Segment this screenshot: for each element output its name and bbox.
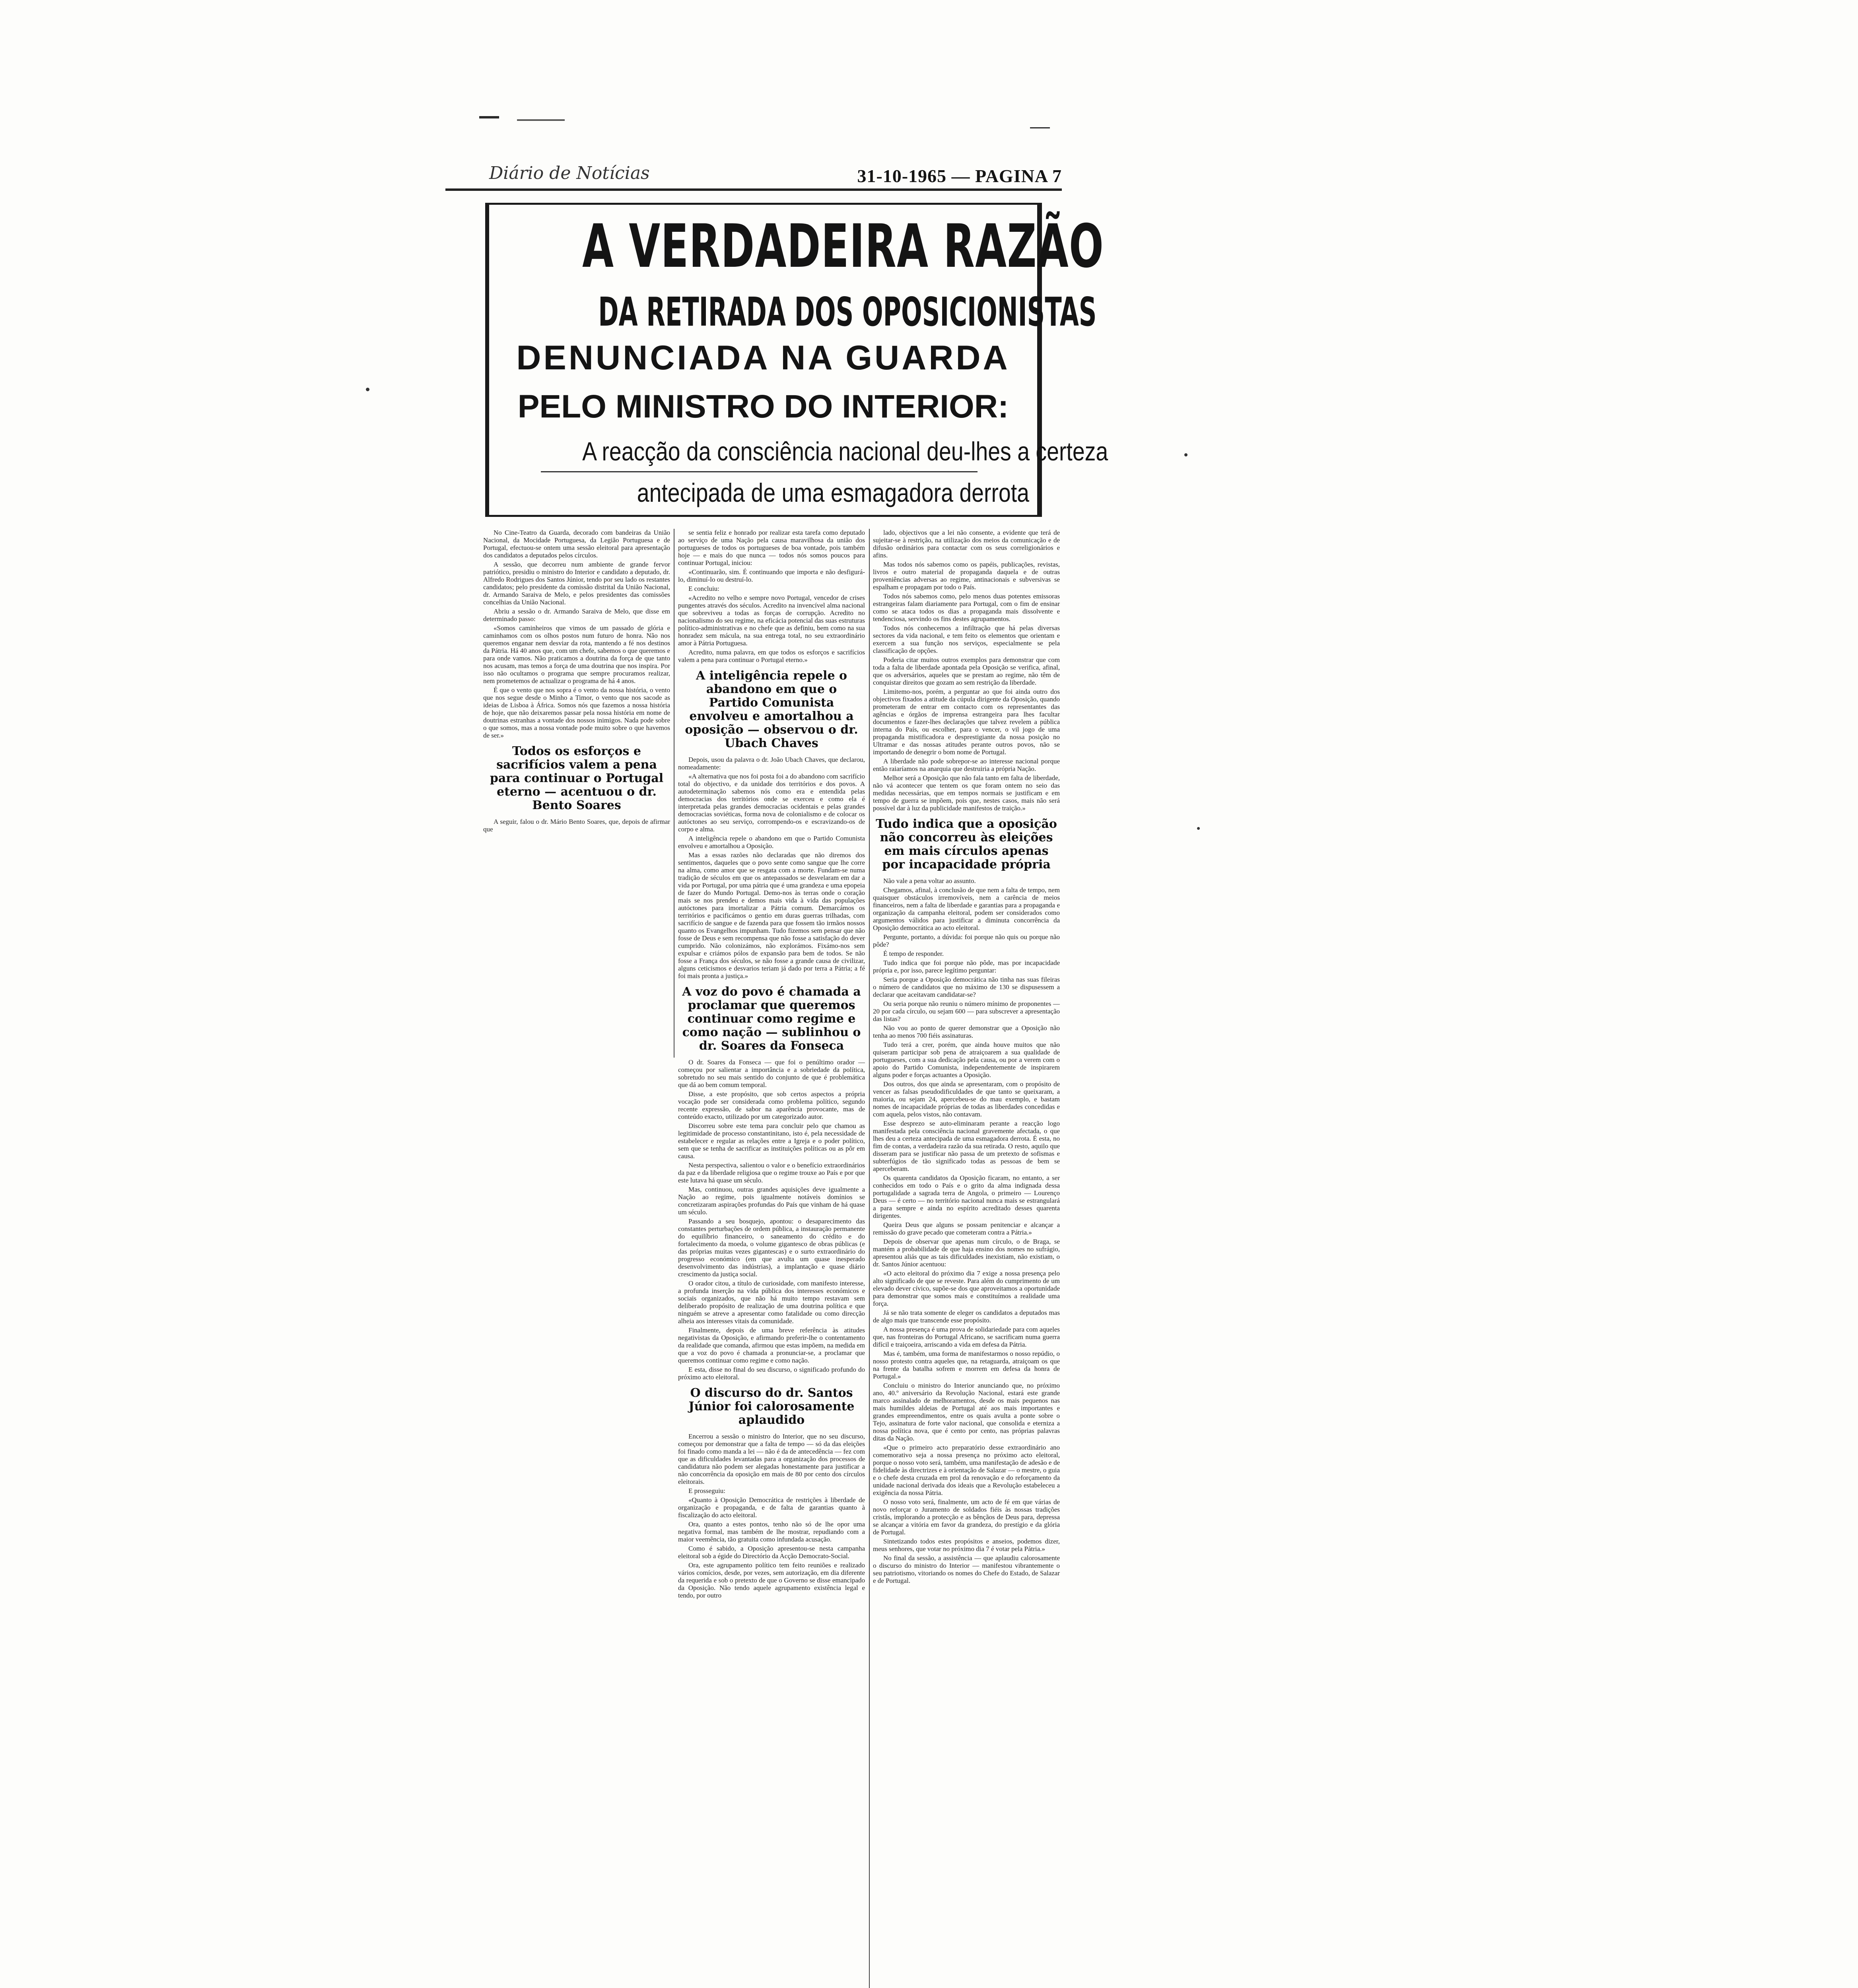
subheadline-line-1: A reacção da consciência nacional deu-lhes a certeza — [582, 437, 1108, 466]
paragraph: Os quarenta candidatos da Oposição ficaram, no entanto, a ser conhecidos em todo o País e o grito da alma indignada dessa portugalidade a sagrada terra de Angola, o primeiro — Lourenço Deus — é certo — no território nacional nunca mais se estrangulará a para sempre e ainda no espírito acreditado desses quarenta dirigentes. — [873, 1174, 1060, 1219]
paragraph: Abriu a sessão o dr. Armando Saraiva de Melo, que disse em determinado passo: — [483, 608, 670, 623]
paragraph: Limitemo-nos, porém, a perguntar ao que foi ainda outro dos objectivos fixados a atitude da cúpula dirigente da Oposição, quando prometeram de entrar em contacto com os representantes das agências e órgãos de imprensa estrangeira para lhes facultar documentos e fazer-lhes declarações que talvez revelem a pública interna do País, ou escolher, para o vencer, o vil jogo de uma propaganda mistificadora e desprestigiante da nossa posição no Ultramar e das nossas atitudes perante outros povos, não se importando de denegrir o bom nome de Portugal. — [873, 688, 1060, 756]
subheading: A voz do povo é chamada a proclamar que queremos continuar como regime e como nação — sublinhou o dr. Soares da Fonseca — [682, 985, 861, 1053]
paragraph: Ou seria porque não reuniu o número mínimo de proponentes — 20 por cada círculo, ou sejam 600 — para subscrever a apresentação das listas? — [873, 1000, 1060, 1023]
paragraph: Não vale a pena voltar ao assunto. — [883, 877, 976, 885]
paragraph: Depois, usou da palavra o dr. João Ubach Chaves, que declarou, nomeadamente: — [678, 756, 865, 771]
scan-mark — [479, 116, 499, 118]
scan-dot — [1184, 453, 1187, 456]
paragraph: Depois de observar que apenas num círculo, o de Braga, se mantém a probabilidade de que haja ensino dos nomes no sufrágio, apresentou aliás que as tais dificuldades inexistiam, não existiam, o dr. Santos Júnior acentuou: — [873, 1238, 1060, 1268]
subheading: O discurso do dr. Santos Júnior foi calorosamente aplaudido — [688, 1386, 855, 1427]
paragraph: O nosso voto será, finalmente, um acto de fé em que várias de novo reforçar o Juramento de soldados fiéis às nossas tradições cristãs, implorando a protecção e as bênçãos de Deus para, depressa se alcançar a vitória em favor da grandeza, do prestígio e da glória de Portugal. — [873, 1498, 1060, 1536]
paragraph: Pergunte, portanto, a dúvida: foi porque não quis ou porque não pôde? — [873, 933, 1060, 948]
paragraph: Mas a essas razões não declaradas que não diremos dos sentimentos, daqueles que o povo sente como sangue que lhe corre na alma, como amor que se resgata com a morte. Fundam-se numa tradição de séculos em que os antepassados se desvelaram em dar a vida por Portugal, por uma pátria que é uma grandeza e uma epopeia de fazer do Mundo Portugal. Demo-nos às terras onde o coração mais se nos prendeu e demos mais vida à vida das populações autóctones para imortalizar a Pátria comum. Demarcámos os territórios e pacificámos o gentio em duras guerras trilhadas, com sacrifício de sangue e de fazenda para que fossem tão irmãos nossos quanto os Evangelhos impunham. Tudo fizemos sem pensar que não fosse de Deus e sem recompensa que não fosse a satisfação do dever cumprido. Não colonizámos, não explorámos. Fixámo-nos sem expulsar e criámos pólos de expansão para bem de todos. Se não fosse a França dos séculos, se não fosse a grande causa de civilizar, alguns ceticismos e desvarios teriam já dado por terra a Pátria; a fé foi mais pronta a justiça.» — [678, 851, 865, 980]
paragraph: lado, objectivos que a lei não consente, a evidente que terá de sujeitar-se à restrição, na utilização dos meios da comunicação e de difusão ordinários para contactar com os seus correligionários e afins. — [873, 529, 1060, 559]
paragraph: E prosseguiu: — [688, 1487, 726, 1495]
paragraph: A liberdade não pode sobrepor-se ao interesse nacional porque então raiaríamos na anarquia que destruiria a própria Nação. — [873, 757, 1060, 773]
paragraph: A seguir, falou o dr. Mário Bento Soares, que, depois de afirmar que — [483, 818, 670, 833]
paragraph: O orador citou, a título de curiosidade, com manifesto interesse, a profunda inserção na vida pública dos interesses económicos e sociais organizados, que não há muito tempo restavam sem deliberado propósito de realização de uma doutrina política e que ninguém se atreve a apresentar como fatalidade ou como direcção alheia aos interesses vitais da comunidade. — [678, 1279, 865, 1325]
paragraph: «Somos caminheiros que vimos de um passado de glória e caminhamos com os olhos postos num futuro de honra. Não nos queremos enganar nem desviar da rota, mantendo a fé nos destinos da Pátria. Há 40 anos que, com um chefe, sabemos o que queremos e para onde vamos. Não praticamos a doutrina da força de que tanto nos acusam, mas temos a força de uma doutrina que nos inspira. Por isso não ocultamos o programa que sempre procuramos realizar, nem prometemos de actualizar o programa de há 4 anos. — [483, 624, 670, 685]
paragraph: Mas é, também, uma forma de manifestarmos o nosso repúdio, o nosso protesto contra aqueles que, na retaguarda, atraiçoam os que na frente da batalha sofrem e morrem em defesa da honra de Portugal.» — [873, 1350, 1060, 1380]
paragraph: Encerrou a sessão o ministro do Interior, que no seu discurso, começou por demonstrar que a falta de tempo — só da das eleições foi finado como manda a lei — não é da de antecedência — fez com que as dificuldades levantadas para a organização dos processos de candidatura não podem ser alegadas honestamente para justificar a não concorrência da oposição em mais de 80 por cento dos círculos eleitorais. — [678, 1433, 865, 1485]
paragraph: No Cine-Teatro da Guarda, decorado com bandeiras da União Nacional, da Mocidade Portuguesa, da Legião Portuguesa e de Portugal, efectuou-se ontem uma sessão eleitoral para apresentação dos candidatos a deputados pelos círculos. — [483, 529, 670, 559]
article-column-3 — [873, 529, 1060, 1988]
paragraph: A inteligência repele o abandono em que o Partido Comunista envolveu e amortalhou a Oposição. — [678, 835, 865, 850]
headline-line-2: DA RETIRADA DOS OPOSICIONISTAS — [598, 289, 1097, 335]
paragraph: No final da sessão, a assistência — que aplaudiu calorosamente o discurso do ministro do Interior — manifestou vibrantemente o seu patriotismo, vitoriando os nomes do Chefe do Estado, de Salazar e de Portugal. — [873, 1554, 1060, 1584]
article-column-2 — [678, 529, 865, 1988]
paragraph: «O acto eleitoral do próximo dia 7 exige a nossa presença pelo alto significado de que se reveste. Para além do cumprimento de um elevado dever cívico, supõe-se dos que aproveitamos a oportunidade para demonstrar que somos mais e constituímos a realidade uma força. — [873, 1270, 1060, 1307]
subheading: A inteligência repele o abandono em que o Partido Comunista envolveu e amortalhou a oposição — observou o dr. Ubach Chaves — [685, 669, 858, 750]
paragraph: Tudo indica que foi porque não pôde, mas por incapacidade própria e, por isso, parece legítimo perguntar: — [873, 959, 1060, 974]
scan-mark — [517, 119, 565, 121]
paragraph: Disse, a este propósito, que sob certos aspectos a própria vocação pode ser considerada como problema político, segundo recente expressão, de sabor na aparência provocante, mas de conteúdo exacto, utilizado por um categorizado autor. — [678, 1090, 865, 1120]
paragraph: Discorreu sobre este tema para concluir pelo que chamou as legitimidade de processo constantinitano, isto é, pela necessidade de estabelecer e regular as relações entre a Igreja e o poder político, sem que se tenha de sacrificar as instituições políticas ou as pôr em causa. — [678, 1122, 865, 1160]
paragraph: Mas todos nós sabemos como os papéis, publicações, revistas, livros e outro material de propaganda daquela e de outras proveniências adversas ao regime, antinacionais e subversivas se espalham e propagam por todo o País. — [873, 561, 1060, 591]
paragraph: Esse desprezo se auto-eliminaram perante a reacção logo manifestada pela consciência nacional gravemente afectada, o que lhes deu a certeza antecipada de uma esmagadora derrota. É esta, no fim de contas, a verdadeira razão da sua retirada. O resto, aquilo que disseram para se justificar não passa de um pretexto de sofismas e subterfúgios de tão significado todas as pessoas de bem se aperceberam. — [873, 1120, 1060, 1173]
column-divider — [869, 529, 870, 1988]
paragraph: «A alternativa que nos foi posta foi a do abandono com sacrifício total do objectivo, e da unidade dos territórios e dos povos. A autodeterminação sabemos nós como era e entendida pelas democracias dos territórios onde se exerceu e como ela é interpretada pelas grandes democracias ocidentais e pelas grandes democracias soviéticas, forma nova de colonialismo e de colocar os autóctones ao seu serviço, corrompendo-os e escravizando-os de corpo e alma. — [678, 773, 865, 833]
paragraph: Concluiu o ministro do Interior anunciando que, no próximo ano, 40.º aniversário da Revolução Nacional, estará este grande marco assinalado de melhoramentos, desde os mais pequenos nas mais humildes aldeias de Portugal até aos mais importantes e grandes empreendimentos, entre os quais avulta a ponte sobre o Tejo, assinatura de forte valor nacional, que consolida e eterniza a nossa política nova, que é cento por cento, nas próprias palavras ditas da Nação. — [873, 1382, 1060, 1442]
headline-box — [485, 203, 1108, 517]
masthead: Diário de Notícias — [489, 163, 650, 183]
paragraph: Todos nós conhecemos a infiltração que há pelas diversas sectores da vida nacional, e tem feito os elementos que orientam e exercem a sua função nos serviços, especialmente se pela classificação de opções. — [873, 624, 1060, 654]
scan-mark — [1030, 127, 1050, 128]
paragraph: Poderia citar muitos outros exemplos para demonstrar que com toda a falta de liberdade apontada pela Oposição se verifica, afinal, que os adversários, aqueles que se prestam ao regime, não têm de conquistar direitos que gozam ao sem restrição da liberdade. — [873, 656, 1060, 686]
page-header — [441, 163, 1062, 191]
subheadline-rule — [541, 471, 978, 472]
paragraph: Não vou ao ponto de querer demonstrar que a Oposição não tenha ao menos 700 fiéis assinaturas. — [873, 1024, 1060, 1039]
paragraph: Queira Deus que alguns se possam penitenciar e alcançar a remissão do grave pecado que cometeram contra a Pátria.» — [873, 1221, 1060, 1236]
paragraph: E esta, disse no final do seu discurso, o significado profundo do próximo acto eleitoral. — [678, 1366, 865, 1381]
paragraph: O dr. Soares da Fonseca — que foi o penúltimo orador — começou por salientar a importância e a sobriedade da política, sobretudo no seu mais sentido do conjunto de que é problemática que dá ao bem comum temporal. — [678, 1058, 865, 1089]
paragraph: Como é sabido, a Oposição apresentou-se nesta campanha eleitoral sob a égide do Directório da Acção Democrato-Social. — [678, 1545, 865, 1560]
paragraph: se sentia feliz e honrado por realizar esta tarefa como deputado ao serviço de uma Nação pela causa maravilhosa da união dos portugueses de todos os portugueses de boa vontade, pois também hoje — e mais do que nunca — todos nós somos poucos para continuar Portugal, iniciou: — [678, 529, 865, 567]
paragraph: Melhor será a Oposição que não fala tanto em falta de liberdade, não vá acontecer que tentem os que foram ontem no seio das medidas necessárias, que em tempos normais se justificam e em tempo de guerra se impõem, pois que, nestes casos, mais não será possível dar à luz da publicidade manifestos de traição.» — [873, 774, 1060, 812]
paragraph: «Que o primeiro acto preparatório desse extraordinário ano comemorativo seja a nossa presença no próximo acto eleitoral, porque o nosso voto será, também, uma manifestação de adesão e de fidelidade às directrizes e à orientação de Salazar — o mestre, o guia e o chefe desta cruzada em prol da renovação e do reforçamento da unidade nacional derivada dos ideais que a Revolução estabeleceu a exigência da nossa Pátria. — [873, 1444, 1060, 1497]
paragraph: E concluiu: — [688, 585, 719, 592]
paragraph: Tudo terá a crer, porém, que ainda houve muitos que não quiseram participar sob pena de atraiçoarem a sua qualidade de portugueses, com a sua dedicação pela causa, ou por a verem com o apoio do Partido Comunista, independentemente de inspirarem alguns poder e forças actuantes a Oposição. — [873, 1041, 1060, 1079]
paragraph: «Quanto à Oposição Democrática de restrições à liberdade de organização e propaganda, e de falta de garantias quanto à fiscalização do acto eleitoral. — [678, 1496, 865, 1519]
paragraph: Sintetizando todos estes propósitos e anseios, podemos dizer, meus senhores, que votar no próximo dia 7 é votar pela Pátria.» — [873, 1538, 1060, 1553]
header-rule — [445, 188, 1062, 191]
paragraph: A nossa presença é uma prova de solidariedade para com aqueles que, nas fronteiras do Portugal Africano, se sacrificam numa guerra difícil e traiçoeira, arriscando a vida em defesa da Pátria. — [873, 1326, 1060, 1348]
paragraph: «Continuarão, sim. É continuando que importa e não desfigurá-lo, diminuí-lo ou destruí-lo. — [678, 568, 865, 583]
paragraph: Dos outros, dos que ainda se apresentaram, com o propósito de vencer as falsas pseudodificuldades de que tanto se queixaram, a maioria, ou sejam 24, apercebeu-se do mau exemplo, e bastam nomes de incapacidade próprias de todas as liberdades concedidas e com aquela, pelos vistos, não contavam. — [873, 1080, 1060, 1118]
paragraph: Mas, continuou, outras grandes aquisições deve igualmente a Nação ao regime, pois igualmente notáveis domínios se concretizaram aspirações profundas do País que vinham de há quase um século. — [678, 1186, 865, 1216]
paragraph: Chegamos, afinal, à conclusão de que nem a falta de tempo, nem quaisquer obstáculos irremovíveis, nem a carência de meios financeiros, nem a falta de liberdade e garantias para a propaganda e organização da campanha eleitoral, podem ser considerados como argumentos válidos para justificar a diminuta concorrência da Oposição democrática ao acto eleitoral. — [873, 886, 1060, 932]
paragraph: Já se não trata somente de eleger os candidatos a deputados mas de algo mais que transcende esse propósito. — [873, 1309, 1060, 1324]
scan-dot — [366, 388, 369, 391]
paragraph: A sessão, que decorreu num ambiente de grande fervor patriótico, presidiu o ministro do Interior e candidato a deputado, dr. Alfredo Rodrigues dos Santos Júnior, tendo por seu lado os restantes candidatos; pelo presidente da comissão distrital da União Nacional, dr. Armando Saraiva de Melo, e pelos presidentes das comissões concelhias da União Nacional. — [483, 561, 670, 606]
paragraph: Nesta perspectiva, salientou o valor e o benefício extraordinários da paz e da liberdade religiosa que o regime trouxe ao País e por que este lutava há quase um século. — [678, 1161, 865, 1184]
subheading: Tudo indica que a oposição não concorreu às eleições em mais círculos apenas por incapacidade própria — [876, 817, 1057, 872]
paragraph: Ora, quanto a estes pontos, tenho não só de lhe opor uma negativa formal, mas também de lhe mostrar, repudiando com a maior veemência, tão gratuita como infundada acusação. — [678, 1520, 865, 1543]
dateline: 31-10-1965 — PAGINA 7 — [857, 166, 1062, 186]
paragraph: Passando a seu bosquejo, apontou: o desaparecimento das constantes perturbações de ordem pública, a instauração permanente do equilíbrio financeiro, o saneamento do crédito e do fortalecimento da moeda, o volume gigantesco de obras públicas (e das próprias muitas vezes gigantescas) e o surto extraordinário do progresso económico (em que avulta um quase inesperado desenvolvimento das indústrias), a implantação e quase diário crescimento da justiça social. — [678, 1217, 865, 1278]
paragraph: Seria porque a Oposição democrática não tinha nas suas fileiras o número de candidatos que no máximo de 130 se dispusessem a declarar que aceitavam candidatar-se? — [873, 976, 1060, 998]
headline-line-1: A VERDADEIRA RAZÃO — [582, 212, 1104, 281]
paragraph: «Acredito no velho e sempre novo Portugal, vencedor de crises pungentes através dos séculos. Acredito na invencível alma nacional que sobreviveu a todas as forças de corrupção. Acredito no nacionalismo do seu regime, na eficácia potencial das suas estruturas político-administrativas e no chefe que as definiu, bem como na sua honradez sem mácula, na sua entrega total, no seu extraordinário amor à Pátria Portuguesa. — [678, 594, 865, 647]
paragraph: É tempo de responder. — [883, 950, 944, 957]
scan-dot — [1197, 827, 1200, 830]
paragraph: É que o vento que nos sopra é o vento da nossa história, o vento que nos segue desde o Minho a Timor, o vento que nos sacode as ideias de Lisboa à África. Somos nós que fazemos a nossa história de hoje, que não deixaremos passar pela nossa história em nome de doutrinas estranhas a vontade dos nossos inimigos. Nada pode sobre o que somos, mas a nossa vontade pode muito sobre o que havemos de ser.» — [483, 686, 670, 739]
paragraph: Todos nós sabemos como, pelo menos duas potentes emissoras estrangeiras falam diariamente para Portugal, com o fim de ensinar como se ataca todos os dias a propaganda mais dissolvente e tendenciosa, servindo os fins destes agrupamentos. — [873, 592, 1060, 623]
paragraph: Finalmente, depois de uma breve referência às atitudes negativistas da Oposição, e afirmando preferir-lhe o contentamento da realidade que comanda, afirmou que estas impõem, na medida em que a voz do povo é chamada a pronunciar-se, a proclamar que queremos continuar como regime e como nação. — [678, 1326, 865, 1364]
article-column-1 — [483, 529, 670, 1058]
paragraph: Acredito, numa palavra, em que todos os esforços e sacrifícios valem a pena para continuar o Portugal eterno.» — [678, 648, 865, 664]
paragraph: Ora, este agrupamento político tem feito reuniões e realizado vários comícios, desde, por vezes, sem autorização, em dia diferente da requerida e sob o pretexto de que o Governo se disse emancipado da Oposição. Não tendo aquele agrupamento existência legal e tendo, por outro — [678, 1561, 865, 1599]
subheading: Todos os esforços e sacrifícios valem a pena para continuar o Portugal eterno — acentuou o dr. Bento Soares — [490, 744, 664, 812]
subheadline-line-2: antecipada de uma esmagadora derrota — [637, 478, 1029, 507]
headline-line-3: DENUNCIADA NA GUARDA — [516, 339, 1010, 377]
headline-line-4: PELO MINISTRO DO INTERIOR: — [517, 388, 1009, 425]
